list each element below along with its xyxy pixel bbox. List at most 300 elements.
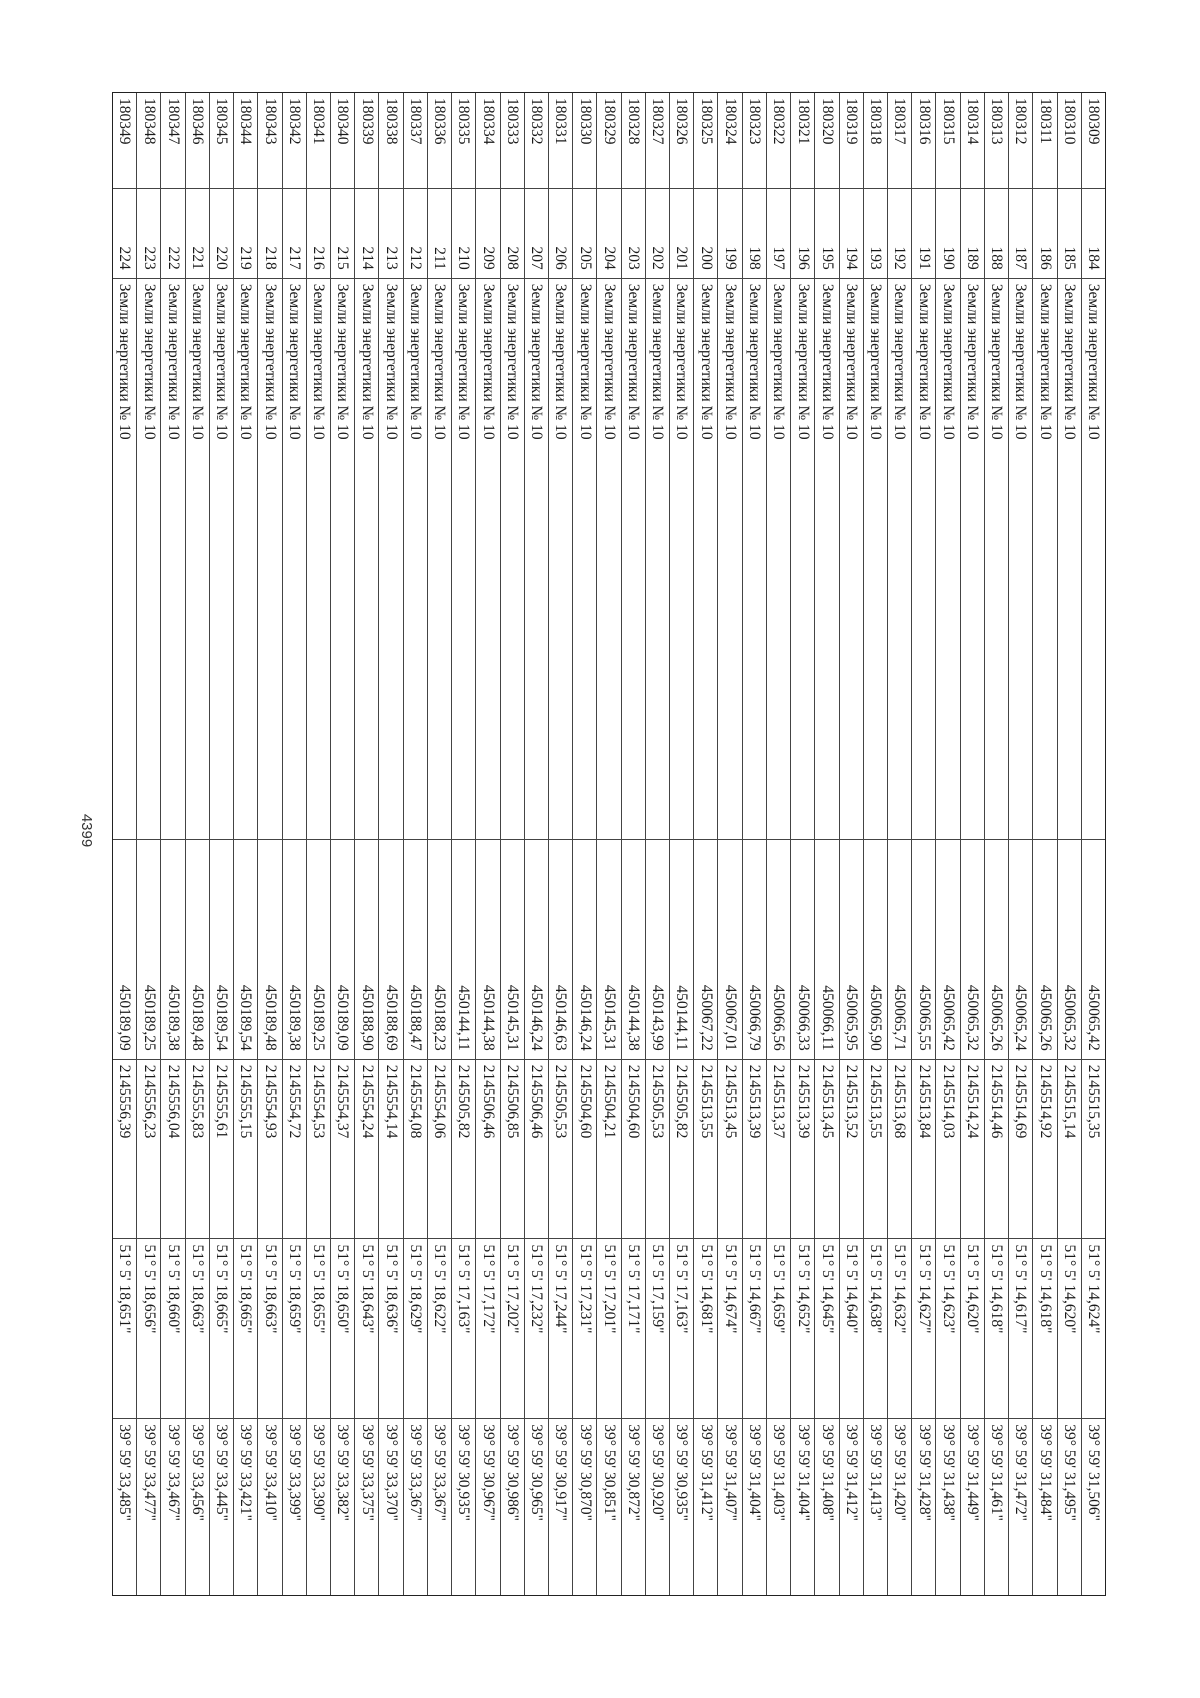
longitude-cell: 39° 59' 30,986" (503, 1424, 521, 1521)
land-category-cell: Земли энергетики № 10 (1082, 279, 1105, 840)
x-coordinate-cell: 450189,09 (113, 840, 136, 1060)
y-coordinate-cell: 2145513,68 (888, 1060, 911, 1240)
y-coordinate-cell: 2145555,83 (186, 1060, 209, 1240)
point-number-cell: 200 (694, 189, 717, 279)
point-number-cell: 224 (113, 189, 136, 279)
y-coordinate-cell: 2145514,69 (1009, 1060, 1032, 1240)
point-id-cell: 180315 (936, 93, 959, 189)
land-category-cell: Земли энергетики № 10 (888, 279, 911, 840)
point-id-cell: 180339 (355, 93, 378, 189)
land-category-cell: Земли энергетики № 10 (331, 279, 354, 840)
x-coordinate-cell: 450144,11 (452, 840, 475, 1060)
x-coordinate-cell: 450144,38 (476, 840, 499, 1060)
latitude-cell: 51° 5' 14,652" (791, 1239, 814, 1419)
land-category-cell: Земли энергетики № 10 (428, 279, 451, 840)
longitude-cell: 39° 59' 31,413" (867, 1424, 885, 1521)
y-coordinate-cell: 2145513,39 (743, 1060, 766, 1240)
y-coordinate-cell: 2145515,14 (1058, 1060, 1081, 1240)
x-coordinate-cell: 450146,63 (549, 840, 572, 1060)
table-row (354, 93, 378, 1595)
x-coordinate-cell: 450188,90 (355, 840, 378, 1060)
table-row (282, 93, 306, 1595)
table-row (233, 93, 257, 1595)
longitude-cell: 39° 59' 31,408" (818, 1424, 836, 1521)
x-coordinate-cell: 450065,42 (936, 840, 959, 1060)
longitude-cell: 39° 59' 31,449" (964, 1424, 982, 1521)
latitude-cell: 51° 5' 18,656" (137, 1239, 160, 1419)
land-category-cell: Земли энергетики № 10 (622, 279, 645, 840)
table-row (911, 93, 935, 1595)
table-row (524, 93, 548, 1595)
latitude-cell: 51° 5' 17,159" (646, 1239, 669, 1419)
latitude-cell: 51° 5' 14,674" (719, 1239, 742, 1419)
y-coordinate-cell: 2145513,55 (864, 1060, 887, 1240)
x-coordinate-cell: 450188,69 (379, 840, 402, 1060)
longitude-cell: 39° 59' 33,477" (140, 1424, 158, 1521)
longitude-cell: 39° 59' 31,428" (915, 1424, 933, 1521)
y-coordinate-cell: 2145514,46 (985, 1060, 1008, 1240)
y-coordinate-cell: 2145504,60 (622, 1060, 645, 1240)
table-row (113, 93, 136, 1595)
point-id-cell: 180327 (646, 93, 669, 189)
point-id-cell: 180345 (210, 93, 233, 189)
point-id-cell: 180341 (307, 93, 330, 189)
point-number-cell: 198 (743, 189, 766, 279)
table-row (935, 93, 959, 1595)
table-row (1032, 93, 1056, 1595)
land-category-cell: Земли энергетики № 10 (452, 279, 475, 840)
table-row (160, 93, 184, 1595)
point-number-cell: 220 (210, 189, 233, 279)
point-id-cell: 180330 (573, 93, 596, 189)
table-row (475, 93, 499, 1595)
y-coordinate-cell: 2145504,60 (573, 1060, 596, 1240)
x-coordinate-cell: 450188,47 (404, 840, 427, 1060)
x-coordinate-cell: 450067,22 (694, 840, 717, 1060)
land-category-cell: Земли энергетики № 10 (258, 279, 281, 840)
land-category-cell: Земли энергетики № 10 (597, 279, 620, 840)
y-coordinate-cell: 2145555,61 (210, 1060, 233, 1240)
x-coordinate-cell: 450189,48 (258, 840, 281, 1060)
latitude-cell: 51° 5' 14,640" (840, 1239, 863, 1419)
point-number-cell: 214 (355, 189, 378, 279)
longitude-cell: 39° 59' 31,472" (1012, 1424, 1030, 1521)
table-row (984, 93, 1008, 1595)
point-number-cell: 187 (1009, 189, 1032, 279)
point-id-cell: 180326 (670, 93, 693, 189)
longitude-cell: 39° 59' 30,967" (479, 1424, 497, 1521)
land-category-cell: Земли энергетики № 10 (210, 279, 233, 840)
point-id-cell: 180333 (501, 93, 524, 189)
x-coordinate-cell: 450188,23 (428, 840, 451, 1060)
table-row (209, 93, 233, 1595)
point-number-cell: 199 (719, 189, 742, 279)
y-coordinate-cell: 2145505,82 (452, 1060, 475, 1240)
longitude-cell: 39° 59' 31,438" (939, 1424, 957, 1521)
y-coordinate-cell: 2145554,37 (331, 1060, 354, 1240)
land-category-cell: Земли энергетики № 10 (355, 279, 378, 840)
table-row (572, 93, 596, 1595)
y-coordinate-cell: 2145556,04 (161, 1060, 184, 1240)
point-number-cell: 204 (597, 189, 620, 279)
point-id-cell: 180324 (719, 93, 742, 189)
point-id-cell: 180312 (1009, 93, 1032, 189)
point-number-cell: 197 (767, 189, 790, 279)
longitude-cell: 39° 59' 31,404" (746, 1424, 764, 1521)
point-number-cell: 184 (1082, 189, 1105, 279)
point-id-cell: 180325 (694, 93, 717, 189)
longitude-cell: 39° 59' 33,367" (407, 1424, 425, 1521)
table-row (548, 93, 572, 1595)
latitude-cell: 51° 5' 14,627" (912, 1239, 935, 1419)
y-coordinate-cell: 2145513,39 (791, 1060, 814, 1240)
longitude-cell: 39° 59' 30,872" (624, 1424, 642, 1521)
land-category-cell: Земли энергетики № 10 (137, 279, 160, 840)
y-coordinate-cell: 2145555,15 (234, 1060, 257, 1240)
longitude-cell: 39° 59' 31,484" (1036, 1424, 1054, 1521)
longitude-cell: 39° 59' 33,410" (261, 1424, 279, 1521)
point-number-cell: 223 (137, 189, 160, 279)
page-number: 4399 (78, 813, 96, 848)
land-category-cell: Земли энергетики № 10 (791, 279, 814, 840)
latitude-cell: 51° 5' 18,663" (258, 1239, 281, 1419)
x-coordinate-cell: 450189,38 (283, 840, 306, 1060)
point-id-cell: 180314 (961, 93, 984, 189)
x-coordinate-cell: 450065,90 (864, 840, 887, 1060)
longitude-cell: 39° 59' 33,399" (285, 1424, 303, 1521)
land-category-cell: Земли энергетики № 10 (161, 279, 184, 840)
latitude-cell: 51° 5' 17,201" (597, 1239, 620, 1419)
y-coordinate-cell: 2145554,24 (355, 1060, 378, 1240)
point-number-cell: 196 (791, 189, 814, 279)
point-id-cell: 180342 (283, 93, 306, 189)
y-coordinate-cell: 2145513,45 (719, 1060, 742, 1240)
point-id-cell: 180311 (1033, 93, 1056, 189)
x-coordinate-cell: 450189,25 (307, 840, 330, 1060)
y-coordinate-cell: 2145506,46 (525, 1060, 548, 1240)
y-coordinate-cell: 2145505,82 (670, 1060, 693, 1240)
y-coordinate-cell: 2145514,24 (961, 1060, 984, 1240)
x-coordinate-cell: 450065,32 (961, 840, 984, 1060)
latitude-cell: 51° 5' 18,650" (331, 1239, 354, 1419)
point-id-cell: 180319 (840, 93, 863, 189)
longitude-cell: 39° 59' 33,456" (189, 1424, 207, 1521)
table-row (378, 93, 402, 1595)
table-row (814, 93, 838, 1595)
x-coordinate-cell: 450189,54 (210, 840, 233, 1060)
x-coordinate-cell: 450065,26 (1033, 840, 1056, 1060)
point-id-cell: 180316 (912, 93, 935, 189)
table-row (1008, 93, 1032, 1595)
latitude-cell: 51° 5' 18,660" (161, 1239, 184, 1419)
coordinates-table-container (112, 92, 1106, 1596)
longitude-cell: 39° 59' 31,420" (891, 1424, 909, 1521)
land-category-cell: Земли энергетики № 10 (646, 279, 669, 840)
land-category-cell: Земли энергетики № 10 (815, 279, 838, 840)
point-id-cell: 180310 (1058, 93, 1081, 189)
latitude-cell: 51° 5' 17,163" (670, 1239, 693, 1419)
table-row (693, 93, 717, 1595)
point-id-cell: 180346 (186, 93, 209, 189)
x-coordinate-cell: 450189,48 (186, 840, 209, 1060)
table-row (645, 93, 669, 1595)
table-row (790, 93, 814, 1595)
land-category-cell: Земли энергетики № 10 (767, 279, 790, 840)
point-id-cell: 180321 (791, 93, 814, 189)
longitude-cell: 39° 59' 31,412" (697, 1424, 715, 1521)
point-number-cell: 203 (622, 189, 645, 279)
land-category-cell: Земли энергетики № 10 (186, 279, 209, 840)
latitude-cell: 51° 5' 17,232" (525, 1239, 548, 1419)
table-row (185, 93, 209, 1595)
latitude-cell: 51° 5' 14,645" (815, 1239, 838, 1419)
latitude-cell: 51° 5' 18,655" (307, 1239, 330, 1419)
longitude-cell: 39° 59' 30,965" (528, 1424, 546, 1521)
point-id-cell: 180309 (1082, 93, 1105, 189)
longitude-cell: 39° 59' 33,421" (237, 1424, 255, 1521)
point-number-cell: 190 (936, 189, 959, 279)
x-coordinate-cell: 450065,95 (840, 840, 863, 1060)
longitude-cell: 39° 59' 30,935" (455, 1424, 473, 1521)
point-id-cell: 180337 (404, 93, 427, 189)
point-number-cell: 191 (912, 189, 935, 279)
latitude-cell: 51° 5' 17,202" (501, 1239, 524, 1419)
point-number-cell: 207 (525, 189, 548, 279)
x-coordinate-cell: 450065,71 (888, 840, 911, 1060)
longitude-cell: 39° 59' 33,367" (431, 1424, 449, 1521)
land-category-cell: Земли энергетики № 10 (1033, 279, 1056, 840)
land-category-cell: Земли энергетики № 10 (961, 279, 984, 840)
land-category-cell: Земли энергетики № 10 (404, 279, 427, 840)
table-row (596, 93, 620, 1595)
y-coordinate-cell: 2145506,46 (476, 1060, 499, 1240)
table-row (427, 93, 451, 1595)
longitude-cell: 39° 59' 30,920" (649, 1424, 667, 1521)
coordinates-table (112, 92, 1106, 1596)
point-number-cell: 221 (186, 189, 209, 279)
longitude-cell: 39° 59' 31,495" (1060, 1424, 1078, 1521)
table-row (136, 93, 160, 1595)
latitude-cell: 51° 5' 18,643" (355, 1239, 378, 1419)
point-number-cell: 205 (573, 189, 596, 279)
point-id-cell: 180344 (234, 93, 257, 189)
point-id-cell: 180318 (864, 93, 887, 189)
point-number-cell: 202 (646, 189, 669, 279)
land-category-cell: Земли энергетики № 10 (549, 279, 572, 840)
land-category-cell: Земли энергетики № 10 (573, 279, 596, 840)
x-coordinate-cell: 450065,55 (912, 840, 935, 1060)
longitude-cell: 39° 59' 33,390" (310, 1424, 328, 1521)
point-id-cell: 180347 (161, 93, 184, 189)
latitude-cell: 51° 5' 18,665" (234, 1239, 257, 1419)
x-coordinate-cell: 450066,79 (743, 840, 766, 1060)
point-number-cell: 217 (283, 189, 306, 279)
x-coordinate-cell: 450189,54 (234, 840, 257, 1060)
table-row (1057, 93, 1081, 1595)
y-coordinate-cell: 2145554,72 (283, 1060, 306, 1240)
point-number-cell: 222 (161, 189, 184, 279)
x-coordinate-cell: 450189,25 (137, 840, 160, 1060)
latitude-cell: 51° 5' 14,638" (864, 1239, 887, 1419)
land-category-cell: Земли энергетики № 10 (1058, 279, 1081, 840)
land-category-cell: Земли энергетики № 10 (985, 279, 1008, 840)
table-row (960, 93, 984, 1595)
x-coordinate-cell: 450146,24 (573, 840, 596, 1060)
latitude-cell: 51° 5' 18,665" (210, 1239, 233, 1419)
y-coordinate-cell: 2145504,21 (597, 1060, 620, 1240)
table-row (839, 93, 863, 1595)
point-number-cell: 185 (1058, 189, 1081, 279)
longitude-cell: 39° 59' 30,935" (673, 1424, 691, 1521)
point-id-cell: 180349 (113, 93, 136, 189)
latitude-cell: 51° 5' 17,171" (622, 1239, 645, 1419)
point-number-cell: 209 (476, 189, 499, 279)
land-category-cell: Земли энергетики № 10 (379, 279, 402, 840)
latitude-cell: 51° 5' 14,617" (1009, 1239, 1032, 1419)
land-category-cell: Земли энергетики № 10 (864, 279, 887, 840)
point-number-cell: 211 (428, 189, 451, 279)
y-coordinate-cell: 2145505,53 (549, 1060, 572, 1240)
y-coordinate-cell: 2145513,37 (767, 1060, 790, 1240)
point-id-cell: 180334 (476, 93, 499, 189)
point-id-cell: 180332 (525, 93, 548, 189)
x-coordinate-cell: 450066,56 (767, 840, 790, 1060)
latitude-cell: 51° 5' 14,659" (767, 1239, 790, 1419)
x-coordinate-cell: 450067,01 (719, 840, 742, 1060)
point-number-cell: 201 (670, 189, 693, 279)
y-coordinate-cell: 2145554,06 (428, 1060, 451, 1240)
land-category-cell: Земли энергетики № 10 (1009, 279, 1032, 840)
table-row (669, 93, 693, 1595)
land-category-cell: Земли энергетики № 10 (113, 279, 136, 840)
latitude-cell: 51° 5' 18,659" (283, 1239, 306, 1419)
latitude-cell: 51° 5' 17,163" (452, 1239, 475, 1419)
y-coordinate-cell: 2145554,14 (379, 1060, 402, 1240)
x-coordinate-cell: 450066,33 (791, 840, 814, 1060)
longitude-cell: 39° 59' 31,404" (794, 1424, 812, 1521)
y-coordinate-cell: 2145554,53 (307, 1060, 330, 1240)
x-coordinate-cell: 450066,11 (815, 840, 838, 1060)
table-row (863, 93, 887, 1595)
table-row (306, 93, 330, 1595)
x-coordinate-cell: 450145,31 (597, 840, 620, 1060)
y-coordinate-cell: 2145556,23 (137, 1060, 160, 1240)
point-number-cell: 188 (985, 189, 1008, 279)
point-number-cell: 194 (840, 189, 863, 279)
latitude-cell: 51° 5' 18,629" (404, 1239, 427, 1419)
table-row (1081, 93, 1105, 1595)
y-coordinate-cell: 2145513,84 (912, 1060, 935, 1240)
longitude-cell: 39° 59' 30,917" (552, 1424, 570, 1521)
latitude-cell: 51° 5' 18,663" (186, 1239, 209, 1419)
x-coordinate-cell: 450065,24 (1009, 840, 1032, 1060)
table-row (621, 93, 645, 1595)
land-category-cell: Земли энергетики № 10 (719, 279, 742, 840)
longitude-cell: 39° 59' 33,485" (116, 1424, 134, 1521)
point-id-cell: 180317 (888, 93, 911, 189)
latitude-cell: 51° 5' 14,620" (961, 1239, 984, 1419)
table-row (257, 93, 281, 1595)
latitude-cell: 51° 5' 14,620" (1058, 1239, 1081, 1419)
table-row (330, 93, 354, 1595)
point-id-cell: 180313 (985, 93, 1008, 189)
latitude-cell: 51° 5' 14,623" (936, 1239, 959, 1419)
land-category-cell: Земли энергетики № 10 (936, 279, 959, 840)
point-number-cell: 218 (258, 189, 281, 279)
point-id-cell: 180338 (379, 93, 402, 189)
x-coordinate-cell: 450143,99 (646, 840, 669, 1060)
longitude-cell: 39° 59' 31,407" (721, 1424, 739, 1521)
latitude-cell: 51° 5' 18,651" (113, 1239, 136, 1419)
latitude-cell: 51° 5' 18,622" (428, 1239, 451, 1419)
point-number-cell: 206 (549, 189, 572, 279)
longitude-cell: 39° 59' 30,870" (576, 1424, 594, 1521)
x-coordinate-cell: 450065,26 (985, 840, 1008, 1060)
table-row (766, 93, 790, 1595)
point-id-cell: 180331 (549, 93, 572, 189)
y-coordinate-cell: 2145554,08 (404, 1060, 427, 1240)
latitude-cell: 51° 5' 18,636" (379, 1239, 402, 1419)
longitude-cell: 39° 59' 30,851" (600, 1424, 618, 1521)
land-category-cell: Земли энергетики № 10 (234, 279, 257, 840)
point-number-cell: 219 (234, 189, 257, 279)
x-coordinate-cell: 450065,42 (1082, 840, 1105, 1060)
point-id-cell: 180340 (331, 93, 354, 189)
y-coordinate-cell: 2145513,45 (815, 1060, 838, 1240)
x-coordinate-cell: 450065,32 (1058, 840, 1081, 1060)
point-number-cell: 210 (452, 189, 475, 279)
land-category-cell: Земли энергетики № 10 (840, 279, 863, 840)
x-coordinate-cell: 450146,24 (525, 840, 548, 1060)
land-category-cell: Земли энергетики № 10 (670, 279, 693, 840)
point-number-cell: 215 (331, 189, 354, 279)
longitude-cell: 39° 59' 31,403" (770, 1424, 788, 1521)
land-category-cell: Земли энергетики № 10 (525, 279, 548, 840)
latitude-cell: 51° 5' 14,618" (985, 1239, 1008, 1419)
latitude-cell: 51° 5' 14,624" (1082, 1239, 1105, 1419)
point-number-cell: 193 (864, 189, 887, 279)
point-number-cell: 186 (1033, 189, 1056, 279)
table-row (403, 93, 427, 1595)
point-number-cell: 216 (307, 189, 330, 279)
point-id-cell: 180329 (597, 93, 620, 189)
point-number-cell: 212 (404, 189, 427, 279)
latitude-cell: 51° 5' 14,632" (888, 1239, 911, 1419)
point-id-cell: 180343 (258, 93, 281, 189)
longitude-cell: 39° 59' 31,461" (988, 1424, 1006, 1521)
latitude-cell: 51° 5' 14,681" (694, 1239, 717, 1419)
point-id-cell: 180335 (452, 93, 475, 189)
y-coordinate-cell: 2145513,55 (694, 1060, 717, 1240)
point-number-cell: 192 (888, 189, 911, 279)
point-id-cell: 180336 (428, 93, 451, 189)
point-number-cell: 189 (961, 189, 984, 279)
land-category-cell: Земли энергетики № 10 (307, 279, 330, 840)
longitude-cell: 39° 59' 33,467" (164, 1424, 182, 1521)
table-row (451, 93, 475, 1595)
table-row (718, 93, 742, 1595)
table-row (887, 93, 911, 1595)
y-coordinate-cell: 2145506,85 (501, 1060, 524, 1240)
longitude-cell: 39° 59' 33,370" (382, 1424, 400, 1521)
land-category-cell: Земли энергетики № 10 (912, 279, 935, 840)
longitude-cell: 39° 59' 33,445" (213, 1424, 231, 1521)
y-coordinate-cell: 2145513,52 (840, 1060, 863, 1240)
table-row (742, 93, 766, 1595)
y-coordinate-cell: 2145514,92 (1033, 1060, 1056, 1240)
land-category-cell: Земли энергетики № 10 (283, 279, 306, 840)
y-coordinate-cell: 2145514,03 (936, 1060, 959, 1240)
